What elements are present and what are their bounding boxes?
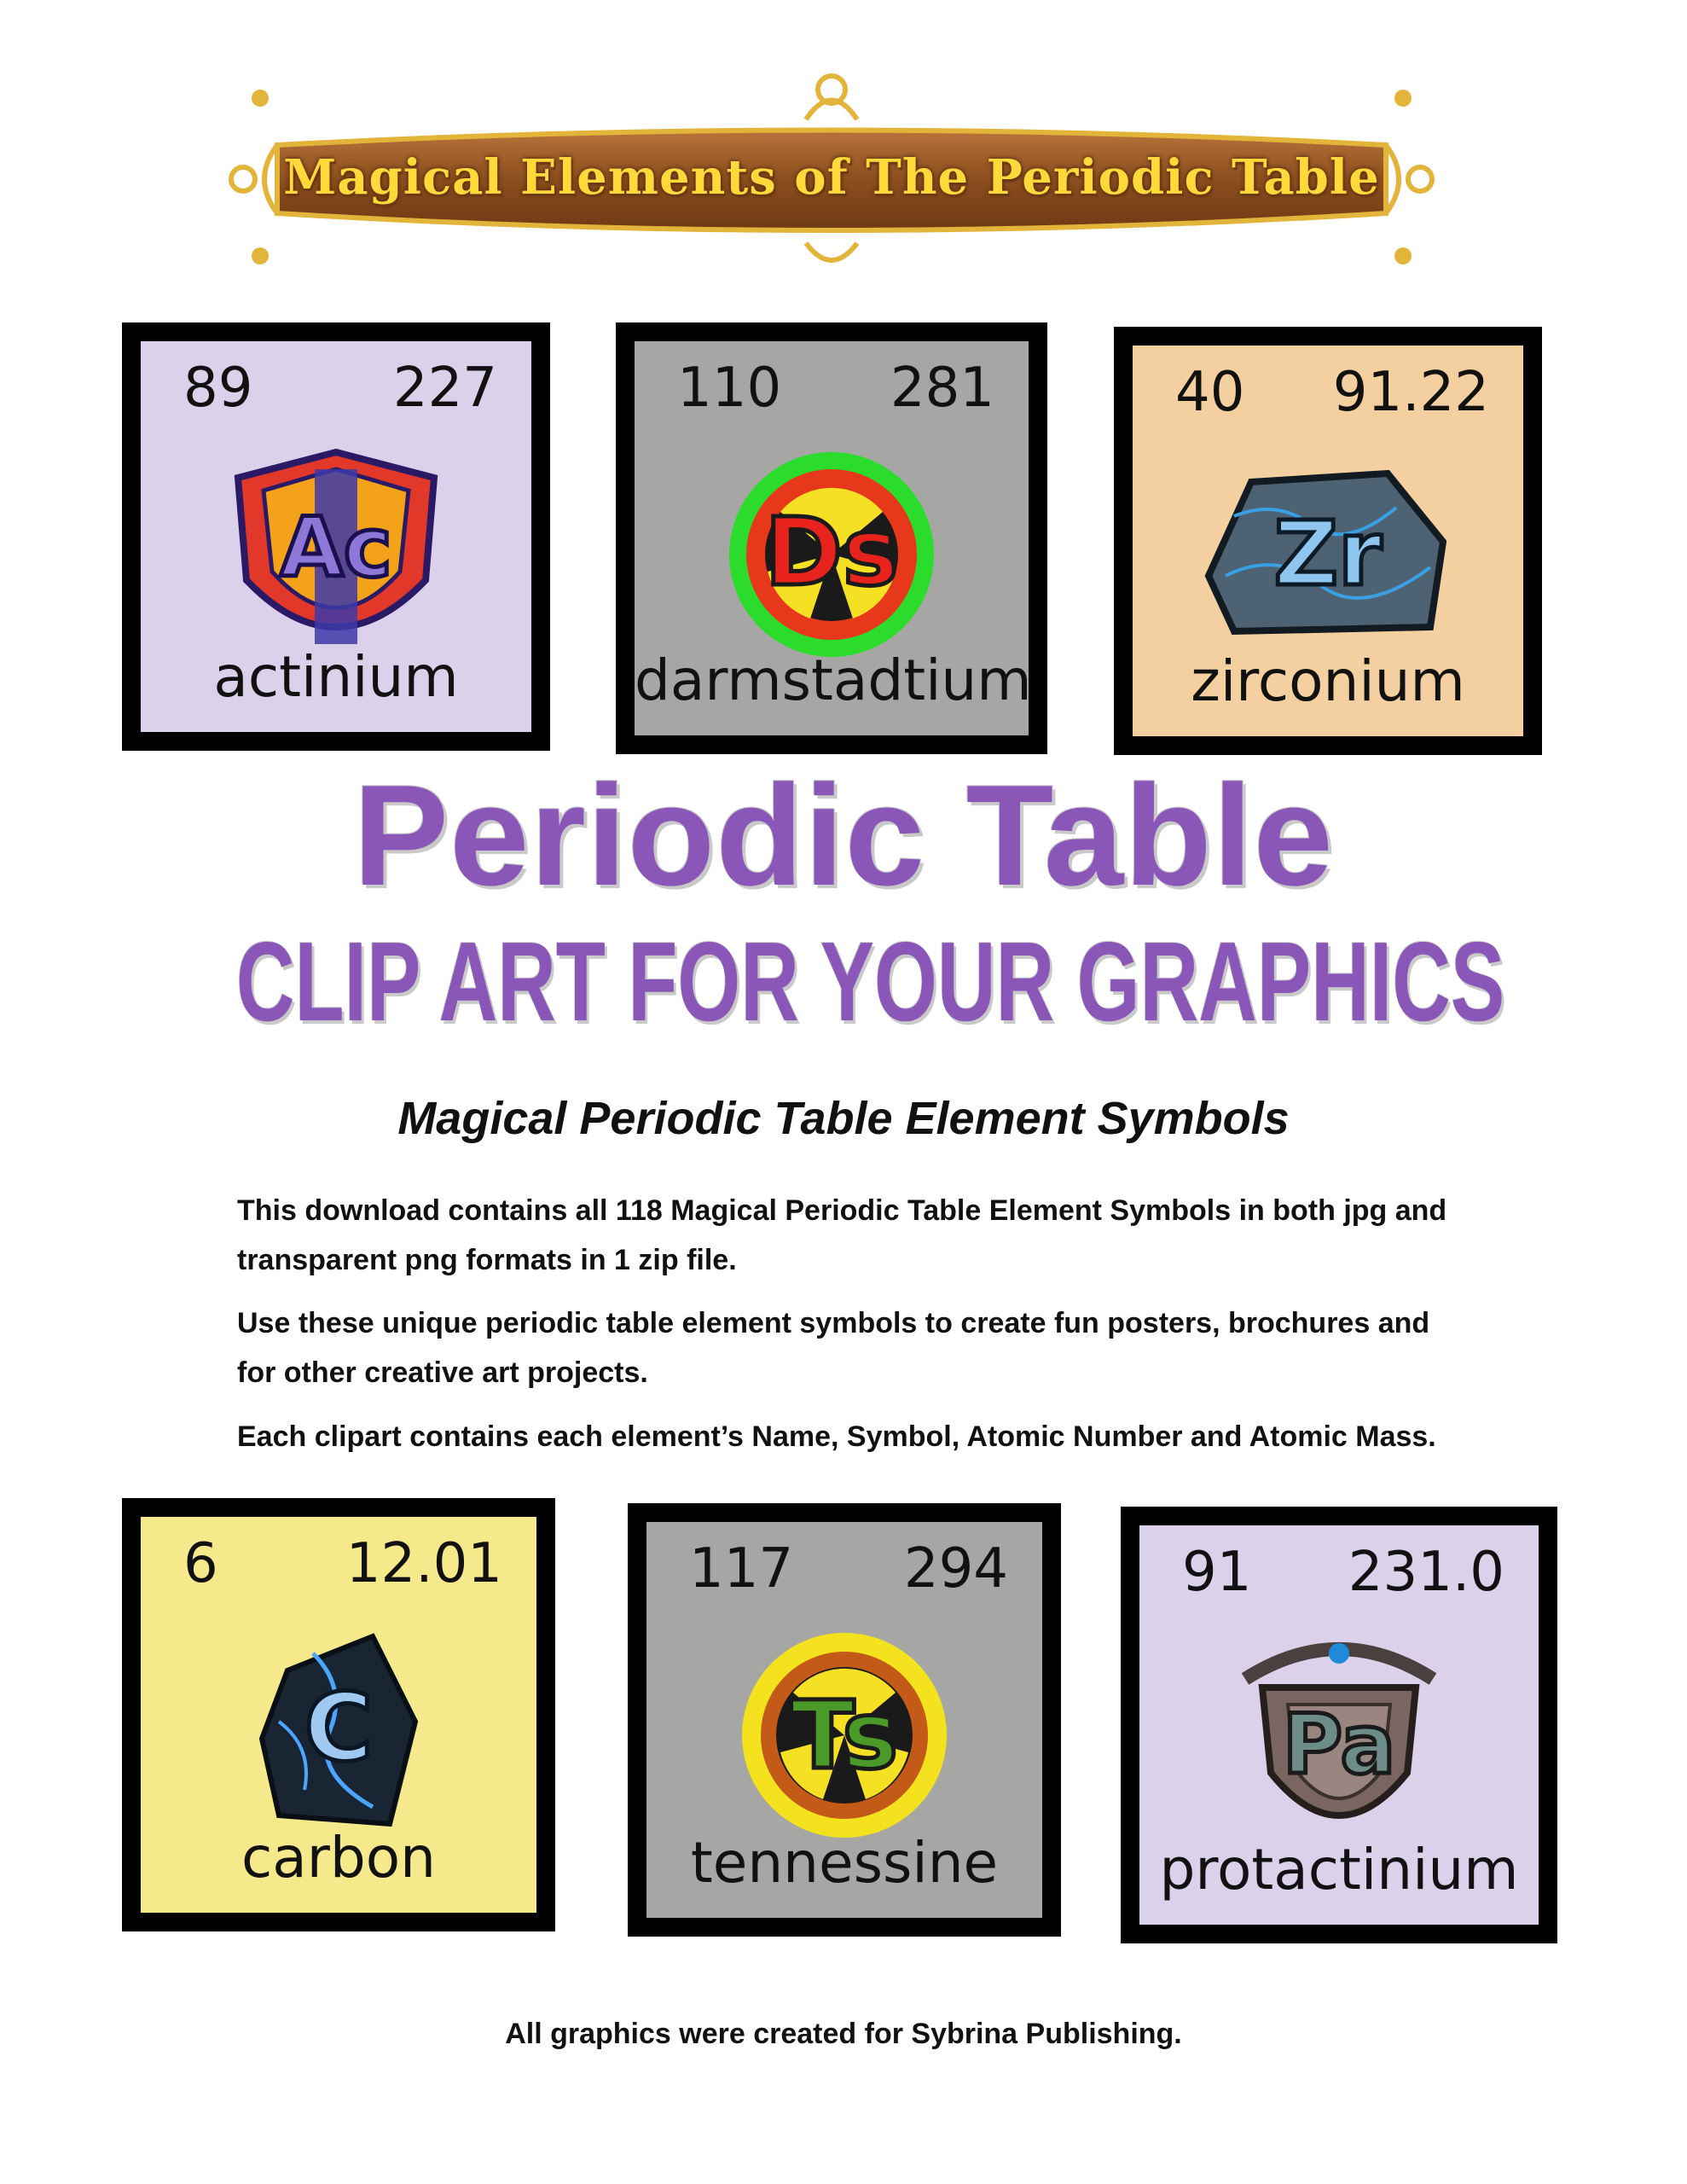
page-subtitle: CLIP ART FOR YOUR GRAPHICS bbox=[235, 919, 1505, 1044]
element-name: actinium bbox=[213, 644, 459, 710]
tile-zirconium bbox=[1114, 327, 1542, 755]
element-name: zirconium bbox=[1191, 648, 1465, 714]
page-title: Periodic Table bbox=[353, 755, 1334, 915]
atomic-mass: 281 bbox=[890, 357, 994, 420]
element-symbol: C bbox=[304, 1673, 374, 1782]
tile-actinium bbox=[122, 322, 550, 751]
atomic-mass: 91.22 bbox=[1332, 361, 1489, 424]
atomic-mass: 231.0 bbox=[1348, 1541, 1504, 1604]
element-name: tennessine bbox=[690, 1830, 999, 1896]
element-name: darmstadtium bbox=[635, 648, 1032, 713]
element-symbol: Zr bbox=[1273, 502, 1383, 606]
radiation-icon bbox=[716, 444, 947, 665]
element-name: protactinium bbox=[1159, 1837, 1519, 1902]
radiation-icon bbox=[729, 1624, 959, 1846]
atomic-mass: 294 bbox=[903, 1537, 1008, 1600]
atomic-number: 117 bbox=[689, 1537, 794, 1600]
element-symbol: Ts bbox=[791, 1681, 898, 1790]
crest-shield-icon bbox=[1228, 1628, 1450, 1858]
tile-protactinium bbox=[1121, 1507, 1557, 1943]
footer-credit: All graphics were created for Sybrina Publishing. bbox=[505, 2018, 1182, 2050]
section-title: Magical Periodic Table Element Symbols bbox=[397, 1093, 1290, 1144]
paragraph-1: This download contains all 118 Magical Periodic Table Element Symbols in both jpg and transparent png formats in 1 zip file. bbox=[237, 1194, 1447, 1276]
element-name: carbon bbox=[241, 1825, 436, 1891]
tile-tennessine bbox=[628, 1503, 1061, 1937]
atomic-number: 89 bbox=[183, 357, 253, 420]
rock-icon bbox=[1200, 448, 1456, 670]
paragraph-3: Each clipart contains each element’s Name, Symbol, Atomic Number and Atomic Mass. bbox=[237, 1420, 1436, 1453]
element-symbol: Ds bbox=[764, 497, 899, 607]
atomic-mass: 12.01 bbox=[345, 1532, 502, 1595]
shield-icon bbox=[221, 444, 451, 665]
atomic-number: 91 bbox=[1182, 1541, 1252, 1604]
atomic-number: 6 bbox=[183, 1532, 218, 1595]
banner bbox=[217, 64, 1446, 286]
banner-title: Magical Elements of The Periodic Table bbox=[283, 149, 1380, 206]
stone-icon bbox=[253, 1619, 424, 1841]
atomic-number: 40 bbox=[1175, 361, 1245, 424]
tile-darmstadtium bbox=[616, 322, 1047, 754]
element-symbol: Pa bbox=[1282, 1697, 1396, 1792]
atomic-mass: 227 bbox=[392, 357, 497, 420]
tile-carbon bbox=[122, 1498, 555, 1931]
atomic-number: 110 bbox=[677, 357, 782, 420]
element-symbol: Ac bbox=[280, 500, 392, 595]
paragraph-2: Use these unique periodic table element symbols to create fun posters, brochures and for other creative art projects. bbox=[237, 1307, 1430, 1389]
